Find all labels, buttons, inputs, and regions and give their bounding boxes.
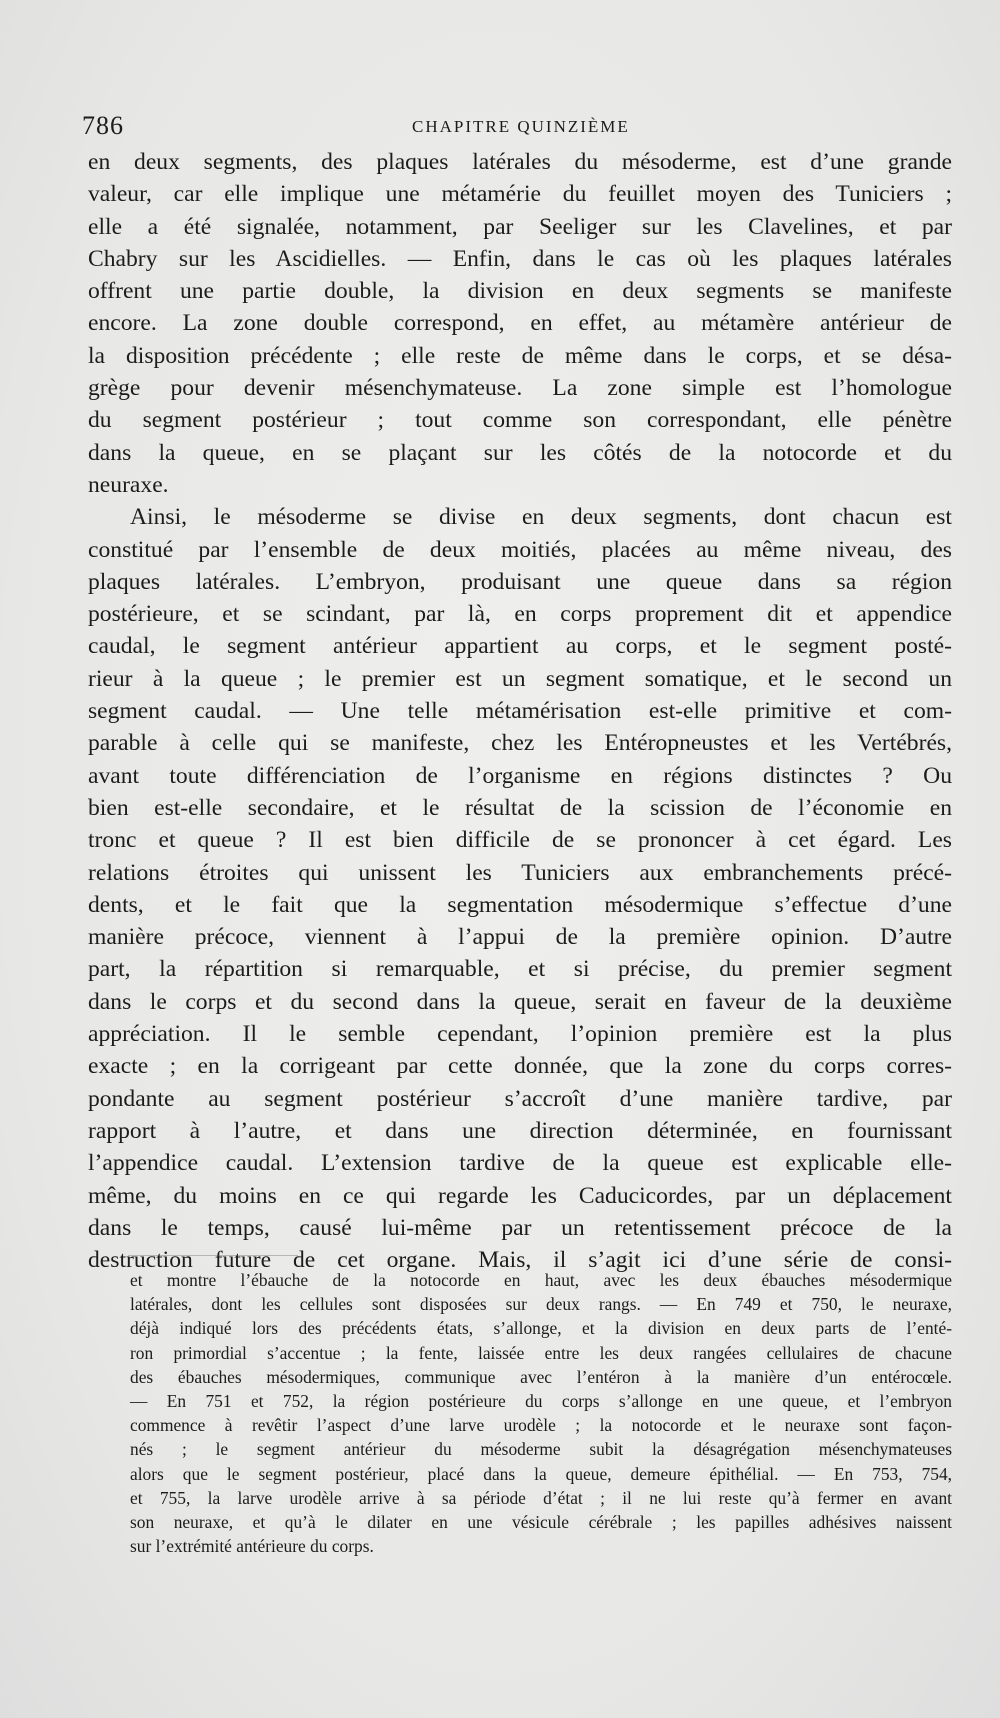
footnote-line: sur l’extrémité antérieure du corps. [130,1536,374,1557]
footnote-line: alors que le segment postérieur, placé dans la queue, demeure épithélial. — En 753, 754, [130,1463,952,1484]
body-line: manière précoce, viennent à l’appui de la première opinion. D’autre [88,924,952,951]
body-line: grège pour devenir mésenchymateuse. La zone simple est l’homologue [88,375,952,402]
body-line: même, du moins en ce qui regarde les Caducicordes, par un déplacement [88,1182,952,1209]
body-line: offrent une partie double, la division en deux segments se manifeste [88,278,952,305]
body-line: rieur à la queue ; le premier est un segment somatique, et le second un [88,665,952,692]
body-line: appréciation. Il le semble cependant, l’opinion première est la plus [88,1021,952,1048]
footnote [130,1268,952,1558]
body-line: plaques latérales. L’embryon, produisant une queue dans sa région [88,568,952,595]
body-line: dans le corps et du second dans la queue, serait en faveur de la deuxième [88,988,952,1015]
footnote-line: des ébauches mésodermiques, communique avec l’entéron à la manière d’un entérocœle. [130,1366,952,1387]
body-line: neuraxe. [88,471,169,498]
body-line: elle a été signalée, notamment, par Seeliger sur les Clavelines, et par [88,213,952,240]
footnote-line: et 755, la larve urodèle arrive à sa période d’état ; il ne lui reste qu’à fermer en avant [130,1487,952,1508]
body-line: part, la répartition si remarquable, et si précise, du premier segment [88,956,952,983]
footnote-line: latérales, dont les cellules sont disposées sur deux rangs. — En 749 et 750, le neuraxe, [130,1294,952,1315]
body-line: dents, et le fait que la segmentation mésodermique s’effectue d’une [88,891,952,918]
body-line: valeur, car elle implique une métamérie du feuillet moyen des Tuniciers ; [88,181,952,208]
body-line: caudal, le segment antérieur appartient au corps, et le segment posté- [88,633,952,660]
footnote-line: déjà indiqué lors des précédents états, s’allonge, et la division en deux parts de l’enté- [130,1318,952,1339]
body-line: du segment postérieur ; tout comme son correspondant, elle pénètre [88,407,952,434]
page-header [80,108,940,144]
body-line: parable à celle qui se manifeste, chez les Entéropneustes et les Vertébrés, [88,730,952,757]
footnote-divider [128,1255,298,1256]
body-line: pondante au segment postérieur s’accroît d’une manière tardive, par [88,1085,952,1112]
body-line: tronc et queue ? Il est bien difficile de se prononcer à cet égard. Les [88,827,952,854]
body-line: segment caudal. — Une telle métamérisation est-elle primitive et com- [88,698,952,725]
footnote-line: son neuraxe, et qu’à le dilater en une vésicule cérébrale ; les papilles adhésives naissent [130,1511,952,1532]
body-line: encore. La zone double correspond, en effet, au métamère antérieur de [88,310,952,337]
body-line: en deux segments, des plaques latérales du mésoderme, est d’une grande [88,149,952,175]
body-line: la disposition précédente ; elle reste de même dans le corps, et se désa- [88,342,952,369]
paragraph-start: Ainsi, le mésoderme se divise en deux segments, dont chacun est [130,504,952,531]
body-line: relations étroites qui unissent les Tuniciers aux embranchements précé- [88,859,952,886]
footnote-line: ron primordial s’accentue ; la fente, laissée entre les deux rangées cellulaires de chacune [130,1342,952,1363]
body-line: exacte ; en la corrigeant par cette donnée, que la zone du corps corres- [88,1053,952,1080]
body-line: postérieure, et se scindant, par là, en corps proprement dit et appendice [88,601,952,628]
body-line: dans la queue, en se plaçant sur les côtés de la notocorde et du [88,439,952,466]
body-line: Chabry sur les Ascidielles. — Enfin, dans le cas où les plaques latérales [88,245,952,272]
body-text [88,146,952,1276]
footnote-line: — En 751 et 752, la région postérieure du corps s’allonge en une queue, et l’embryon [130,1390,952,1411]
body-line: avant toute différenciation de l’organisme en régions distinctes ? Ou [88,762,952,789]
body-line: dans le temps, causé lui-même par un retentissement précoce de la [88,1214,952,1241]
body-line: rapport à l’autre, et dans une direction déterminée, en fournissant [88,1117,952,1144]
footnote-line: nés ; le segment antérieur du mésoderme subit la désagrégation mésenchymateuses [130,1439,952,1460]
body-line: bien est-elle secondaire, et le résultat de la scission de l’économie en [88,794,952,821]
body-line: l’appendice caudal. L’extension tardive de la queue est explicable elle- [88,1150,952,1177]
footnote-line: commence à revêtir l’aspect d’une larve urodèle ; la notocorde et le neuraxe sont façon- [130,1415,952,1436]
body-line: constitué par l’ensemble de deux moitiés, placées au même niveau, des [88,536,952,563]
footnote-line: et montre l’ébauche de la notocorde en haut, avec les deux ébauches mésodermique [130,1270,952,1290]
running-head: CHAPITRE QUINZIÈME [412,117,630,136]
page-number: 786 [82,111,124,140]
body-line: destruction future de cet organe. Mais, il s’agit ici d’une série de consi- [88,1247,952,1274]
